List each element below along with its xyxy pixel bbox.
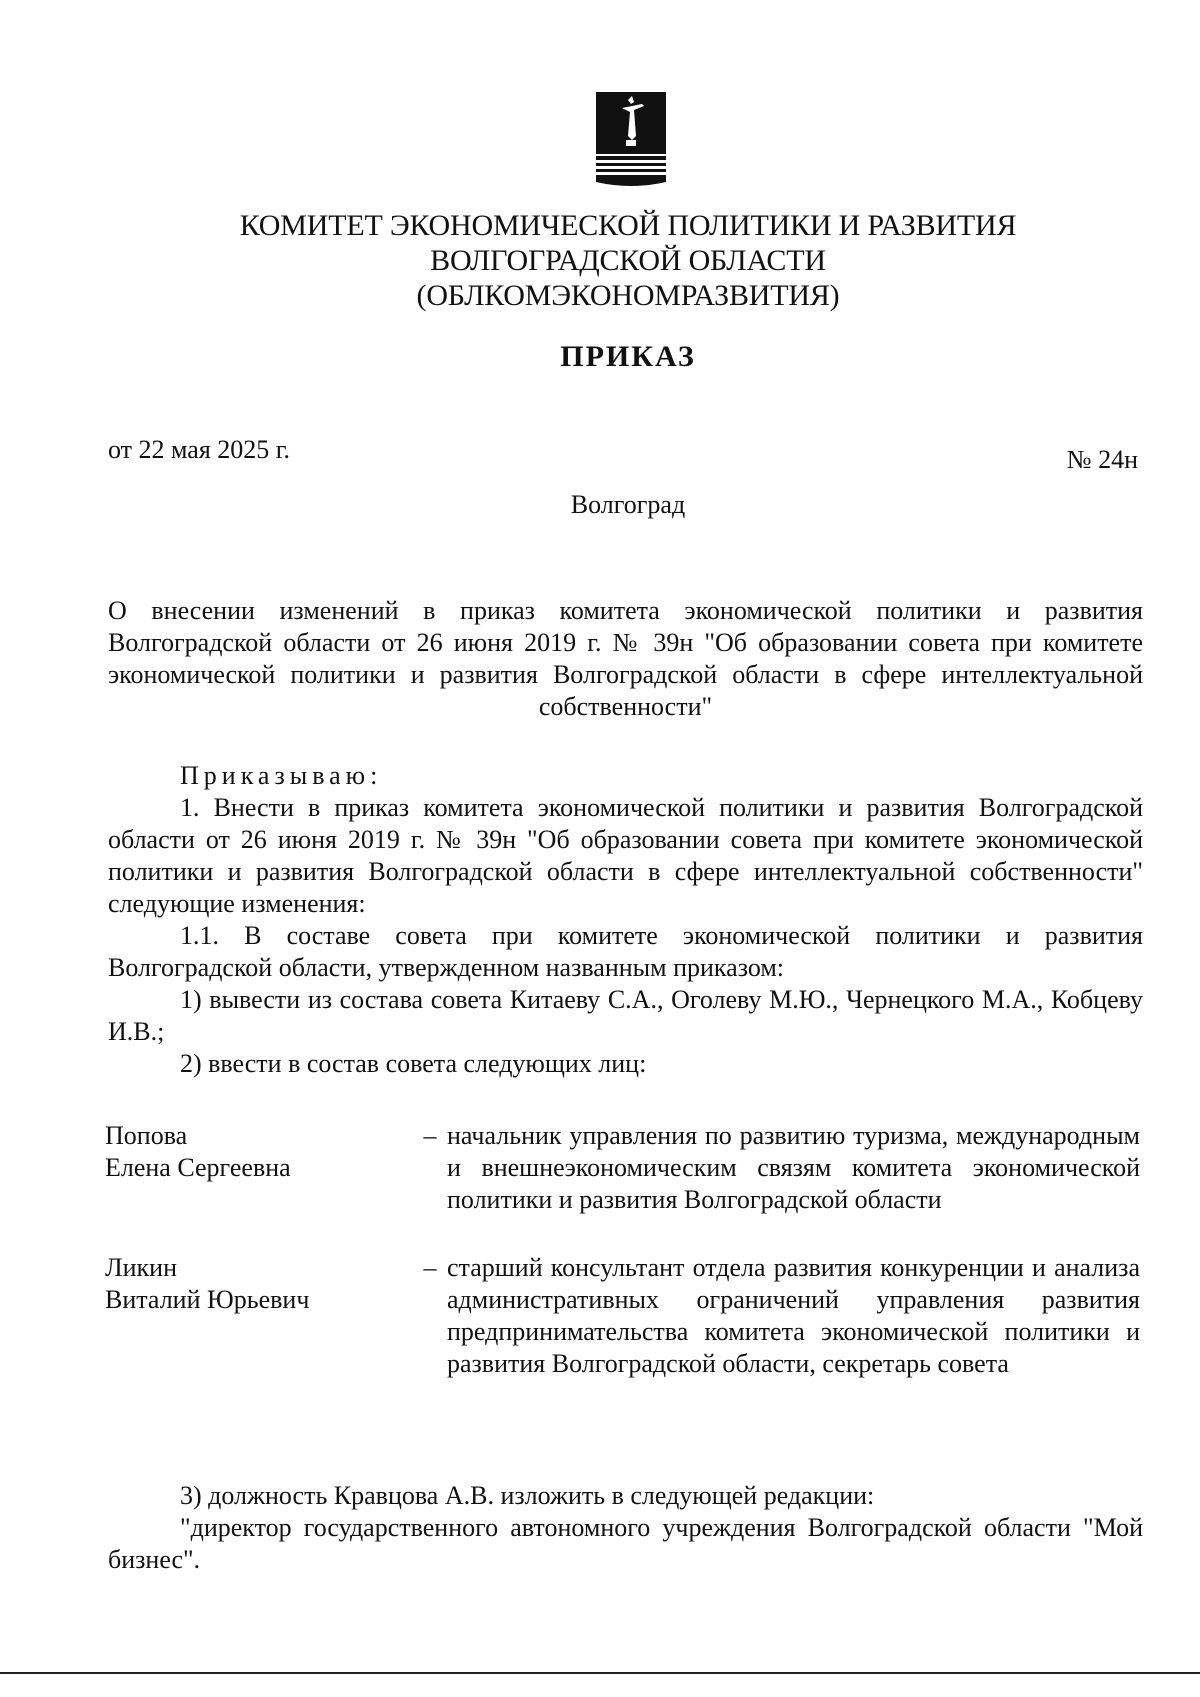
paragraph-item-1: 1. Внести в приказ комитета экономической политики и развития Волгоградской области от 26 июня 2019 г. № 39н "Об образовании совета при комитете экономической политики и развития Волгоградской области в сфере интеллектуальной собственности" следующие изменения: bbox=[108, 793, 1143, 918]
member-surname: Попова bbox=[105, 1121, 188, 1150]
paragraph-sub-2: 2) ввести в состав совета следующих лиц: bbox=[180, 1049, 647, 1078]
member-given-name: Виталий Юрьевич bbox=[105, 1285, 310, 1314]
member-dash: – bbox=[423, 1253, 437, 1282]
paragraph-sub-1: 1) вывести из состава совета Китаеву С.А., Оголеву М.Ю., Чернецкого М.А., Кобцеву И.В.; bbox=[108, 985, 1143, 1046]
document-title: О внесении изменений в приказ комитета экономической политики и развития Волгоградской области от 26 июня 2019 г. № 39н "Об образовании совета при комитете экономической политики и развития Волгоградской области в сфере интеллектуальной собственности" bbox=[108, 596, 1143, 721]
member-position: старший консультант отдела развития конкуренции и анализа административных ограничений управления развития предпринимательства комитета экономической политики и развития Волгоградской области, секретарь совета bbox=[447, 1253, 1140, 1378]
org-line: ВОЛГОГРАДСКОЙ ОБЛАСТИ bbox=[430, 244, 826, 277]
organization-name bbox=[0, 208, 1200, 313]
member-position: начальник управления по развитию туризма, международным и внешнеэкономическим связям комитета экономической политики и развития Волгоградской области bbox=[447, 1121, 1140, 1214]
member-dash: – bbox=[423, 1121, 437, 1150]
member-name bbox=[105, 1252, 395, 1316]
member-surname: Ликин bbox=[105, 1253, 178, 1282]
document-city: Волгоград bbox=[570, 490, 686, 519]
paragraph-item-1-1: 1.1. В составе совета при комитете экономической политики и развития Волгоградской области, утвержденном названным приказом: bbox=[108, 921, 1143, 982]
document-type: ПРИКАЗ bbox=[560, 340, 696, 373]
bottom-divider bbox=[0, 1672, 1200, 1674]
order-word: Приказываю: bbox=[180, 761, 383, 790]
document-body bbox=[108, 760, 1143, 1080]
member-entry bbox=[105, 1120, 1140, 1216]
paragraph-quote: "директор государственного автономного учреждения Волгоградской области "Мой бизнес". bbox=[108, 1513, 1143, 1574]
org-line: (ОБЛКОМЭКОНОМРАЗВИТИЯ) bbox=[416, 279, 840, 312]
member-name bbox=[105, 1120, 395, 1184]
members-list bbox=[105, 1120, 1140, 1416]
emblem-icon bbox=[592, 90, 670, 190]
org-line: КОМИТЕТ ЭКОНОМИЧЕСКОЙ ПОЛИТИКИ И РАЗВИТИЯ bbox=[239, 209, 1017, 242]
coat-of-arms-emblem bbox=[592, 90, 670, 190]
document-date: от 22 мая 2025 г. bbox=[108, 435, 291, 464]
paragraph-sub-3: 3) должность Кравцова А.В. изложить в следующей редакции: bbox=[180, 1481, 875, 1510]
document-tail bbox=[108, 1480, 1143, 1576]
member-given-name: Елена Сергеевна bbox=[105, 1153, 291, 1182]
member-entry bbox=[105, 1252, 1140, 1380]
document-number: № 24н bbox=[1066, 445, 1138, 474]
